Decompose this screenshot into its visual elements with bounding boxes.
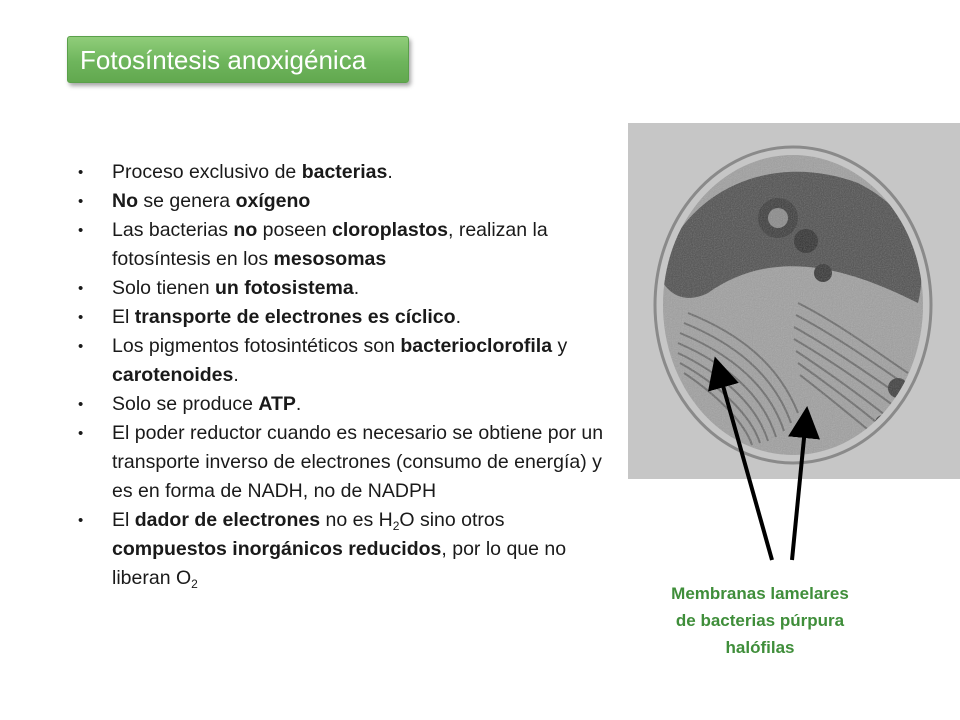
bullet-item (76, 187, 624, 216)
bullet-text: 2 (392, 519, 400, 533)
bullet-dot: • (78, 338, 84, 355)
bullet-item (76, 303, 624, 332)
bullet-text: . (233, 364, 239, 386)
bullet-text: bacterioclorofila (400, 335, 553, 357)
bullet-dot: • (78, 512, 84, 529)
micrograph-image (628, 123, 960, 479)
slide-title: Fotosíntesis anoxigénica (67, 36, 409, 83)
bullet-dot: • (78, 222, 84, 239)
bullet-text: El (112, 306, 135, 328)
bullet-text: . (455, 306, 461, 328)
bullet-text: O sino otros (399, 509, 505, 531)
bullet-text: Las bacterias (112, 219, 234, 241)
bullet-text: ATP (258, 393, 296, 415)
bullet-text: oxígeno (235, 190, 311, 212)
bullet-text: Solo tienen (112, 277, 215, 299)
bullet-item (76, 419, 624, 506)
bullet-dot: • (78, 164, 84, 181)
caption-line: Membranas lamelares (671, 584, 849, 603)
bullet-text: . (295, 393, 302, 415)
bullet-dot: • (78, 309, 84, 326)
bullet-text: dador de electrones (134, 509, 321, 531)
bullet-text: bacterias (301, 161, 388, 183)
bullet-text: , por lo que no liberan O (112, 538, 567, 589)
bullet-text: poseen (257, 219, 333, 241)
bullet-dot: • (78, 396, 84, 413)
bullet-text: El (112, 509, 135, 531)
bullet-item (76, 506, 624, 593)
bullet-text: Los pigmentos fotosintéticos son (112, 335, 401, 357)
bullet-text: . (387, 161, 393, 183)
bullet-text: un fotosistema (215, 277, 354, 299)
bullet-text: cloroplastos (332, 219, 448, 241)
bullet-text: mesosomas (273, 248, 387, 270)
bullet-text: y (552, 335, 568, 357)
bullet-text: 2 (191, 577, 198, 591)
bullet-text: compuestos inorgánicos reducidos (112, 538, 442, 560)
bullet-text: Proceso exclusivo de (112, 161, 302, 183)
bullet-text: no es H (320, 509, 393, 531)
bullet-text: , realizan la fotosíntesis en los (112, 219, 548, 270)
caption-line: halófilas (725, 638, 795, 657)
bullet-dot: • (78, 193, 84, 210)
bullet-text: no (233, 219, 258, 241)
caption-line: de bacterias púrpura (675, 611, 845, 630)
bullet-item (76, 274, 624, 303)
bullet-text: Solo se produce (112, 393, 259, 415)
bullet-text: se genera (138, 190, 236, 212)
bullet-item (76, 390, 624, 419)
bullet-item (76, 332, 624, 390)
bullet-text: . (353, 277, 360, 299)
bullet-list (76, 158, 624, 593)
bullet-text: El poder reductor cuando es necesario se obtiene por un transporte inverso de electrones (consumo de energía) y es en forma de NADH, no de NADPH (112, 422, 604, 502)
bullet-text: transporte de electrones es cíclico (134, 306, 456, 328)
bullet-text: carotenoides (112, 364, 234, 386)
image-caption (630, 580, 890, 661)
bullet-item (76, 216, 624, 274)
bullet-item (76, 158, 624, 187)
bullet-text: No (112, 190, 138, 212)
bullet-dot: • (78, 425, 84, 442)
bullet-dot: • (78, 280, 84, 297)
